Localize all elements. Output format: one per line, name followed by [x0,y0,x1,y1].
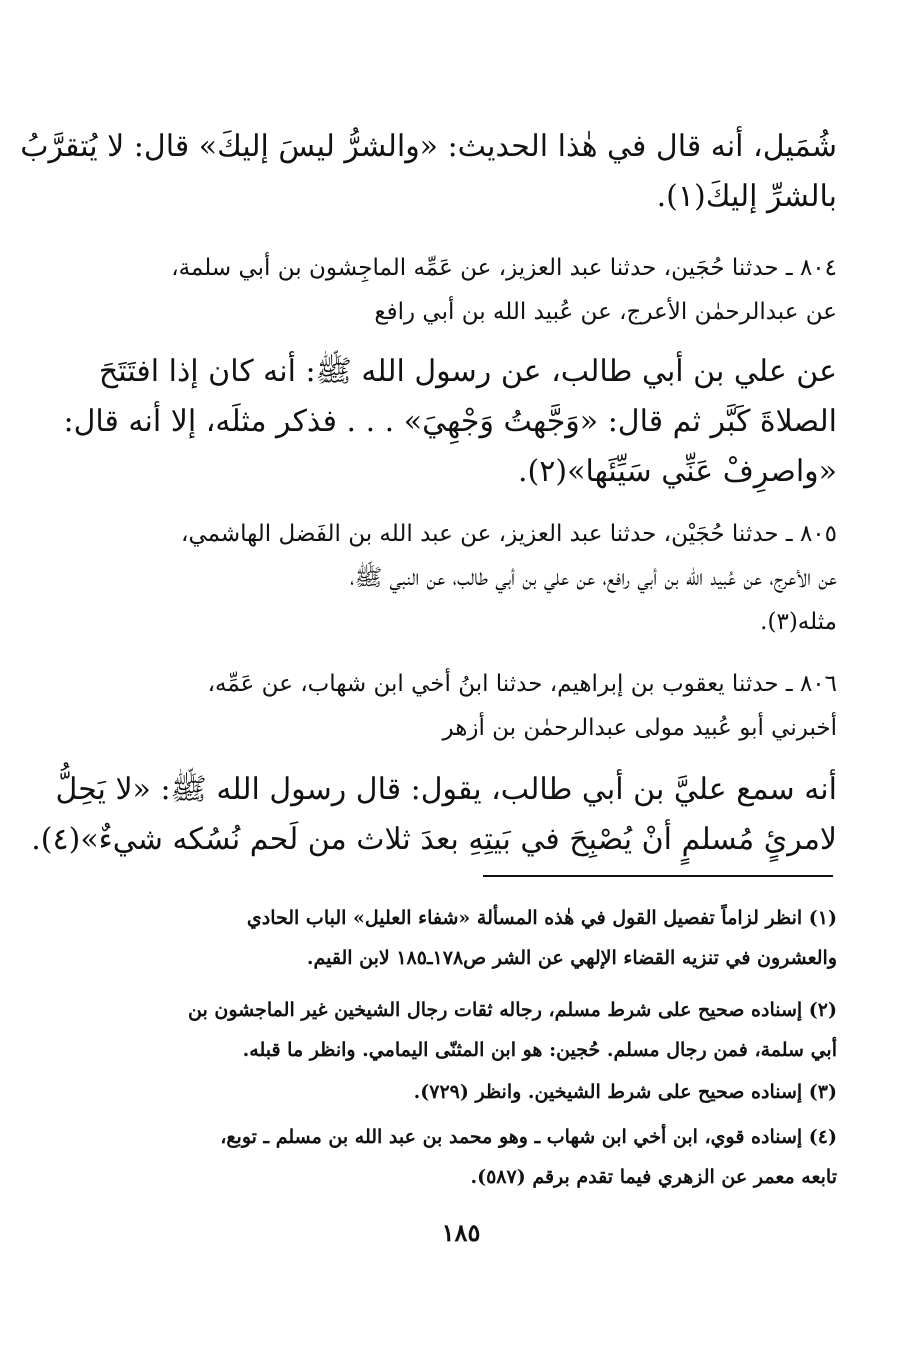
text-line: أخبرني أبو عُبيد مولى عبدالرحمٰن بن أزهر [442,715,837,741]
page-number: ١٨٥ [441,1218,481,1247]
text-line: والعشرون في تنزيه القضاء الإلهي عن الشر ص١٧٨ـ١٨٥ لابن القيم. [306,947,837,969]
text-line: أنه سمع عليَّ بن أبي طالب، يقول: قال رسول الله ﷺ: «لا يَحِلُّ [55,772,837,807]
hadith-804-isnad [125,246,837,334]
footnote-divider [483,875,833,877]
text-line: بالشرِّ إليكَ(١). [656,179,837,214]
footnote-2 [125,990,837,1070]
text-line: ٨٠٥ ـ حدثنا حُجَيْن، حدثنا عبد العزيز، عن عبد الله بن الفَضل الهاشمي، [181,521,837,547]
hadith-805 [125,512,837,644]
hadith-806-matn [31,765,837,865]
text-line: لامرئٍ مُسلمٍ أنْ يُصْبِحَ في بَيتِهِ بعدَ ثلاث من لَحم نُسُكه شيءٌ»(٤). [31,822,837,857]
footnote-1 [125,898,837,978]
text-line: (٣) إسناده صحيح على شرط الشيخين. وانظر (٧٢٩). [413,1081,837,1103]
text-line: عن علي بن أبي طالب، عن رسول الله ﷺ: أنه كان إذا افتَتَحَ [98,354,837,389]
text-line: الصلاةَ كَبَّر ثم قال: «وَجَّهتُ وَجْهِيَ» . . . فذكر مثلَه، إلا أنه قال: [63,404,837,439]
text-line: مثله(٣). [760,609,837,635]
text-line: تابعه معمر عن الزهري فيما تقدم برقم (٥٨٧). [470,1166,837,1188]
hadith-806-isnad [125,662,837,750]
text-line: أبي سلمة، فمن رجال مسلم. حُجين: هو ابن المثنّى اليمامي. وانظر ما قبله. [242,1039,837,1061]
text-line: ٨٠٦ ـ حدثنا يعقوب بن إبراهيم، حدثنا ابنُ أخي ابن شهاب، عن عَمِّه، [207,671,837,697]
text-line: شُمَيل، أنه قال في هٰذا الحديث: «والشرُّ ليسَ إليكَ» قال: لا يُتقرَّبُ [20,129,837,164]
footnote-3 [125,1072,837,1112]
text-line: (٢) إسناده صحيح على شرط مسلم، رجاله ثقات رجال الشيخين غير الماجشون بن [188,999,837,1021]
text-line: (٤) إسناده قوي، ابن أخي ابن شهاب ـ وهو محمد بن عبد الله بن مسلم ـ توبع، [220,1126,837,1148]
text-line: عن عبدالرحمٰن الأعرج، عن عُبيد الله بن أبي رافع [374,299,837,325]
text-line: عن الأعرج، عن عُبيد الله بن أبي رافع، عن علي بن أبي طالب، عن النبي ﷺ، [350,565,837,591]
hadith-804-matn [63,347,837,497]
text-line: ٨٠٤ ـ حدثنا حُجَين، حدثنا عبد العزيز، عن عَمِّه الماجِشون بن أبي سلمة، [171,255,837,281]
footnote-4 [125,1117,837,1197]
text-line: «واصرِفْ عَنِّي سَيِّئَها»(٢). [518,454,837,489]
continued-paragraph [20,122,837,222]
text-line: (١) انظر لزاماً تفصيل القول في هٰذه المسألة «شفاء العليل» الباب الحادي [246,907,837,929]
